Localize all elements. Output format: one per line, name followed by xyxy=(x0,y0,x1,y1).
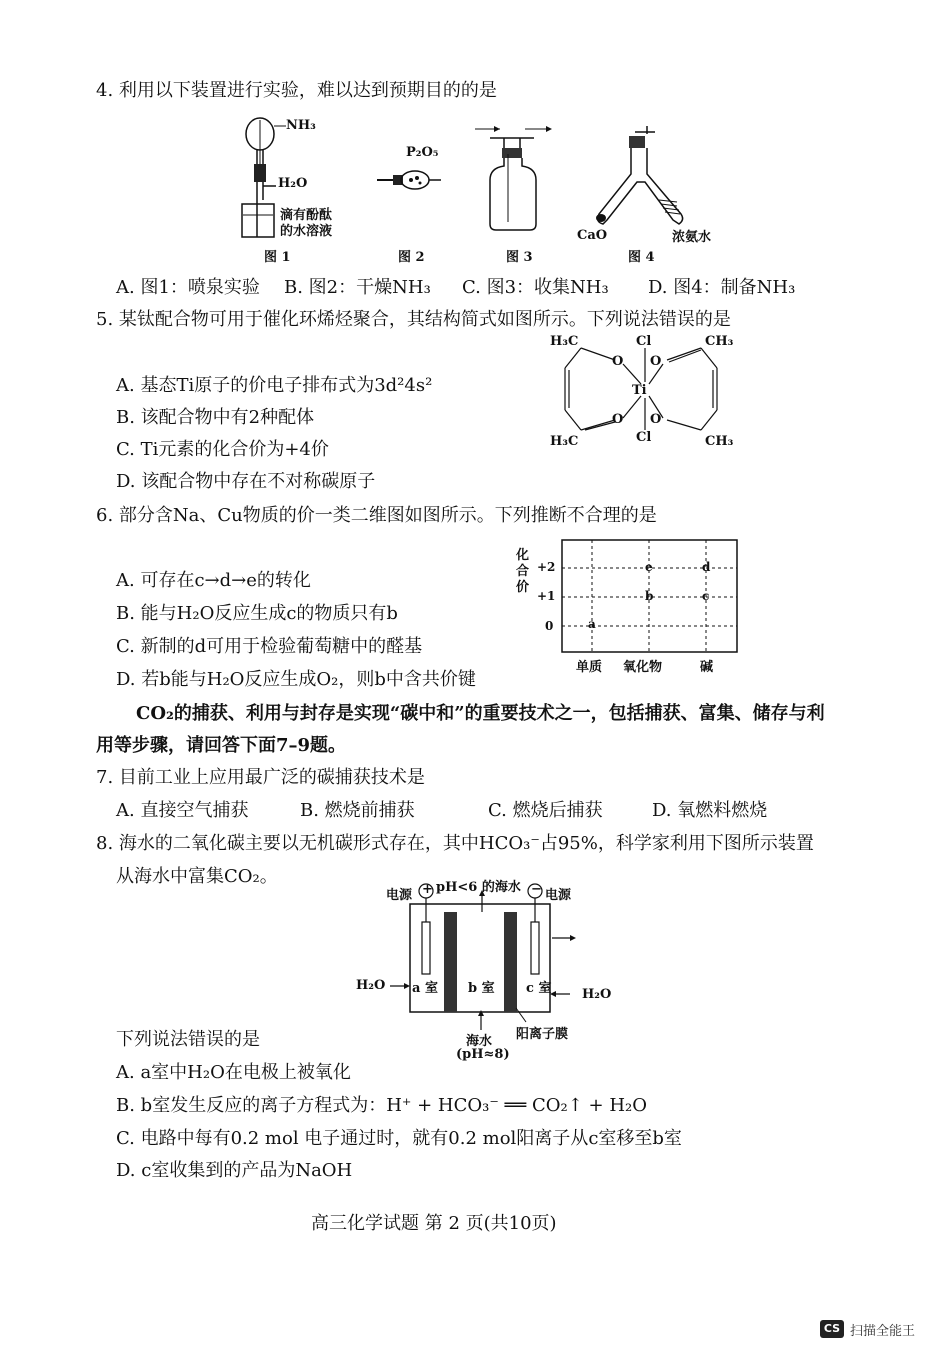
chart-point-a: a xyxy=(588,617,596,631)
device-h2o-in-right: H₂O xyxy=(582,987,612,1002)
q4-option-c: C. 图3：收集NH₃ xyxy=(462,277,609,298)
structure-ti: Ti xyxy=(632,383,647,398)
q6-option-d: D. 若b能与H₂O反应生成O₂，则b中含共价键 xyxy=(116,669,476,690)
chart-point-b: b xyxy=(645,589,654,603)
device-seawater-ph: (pH≈8) xyxy=(456,1047,510,1062)
fig1-solution-label-2: 的水溶液 xyxy=(280,224,333,239)
q5-option-c: C. Ti元素的化合价为+4价 xyxy=(116,439,329,460)
q5-stem: 5. 某钛配合物可用于催化环烯烃聚合，其结构简式如图所示。下列说法错误的是 xyxy=(96,309,731,330)
device-power-right: 电源 xyxy=(545,888,572,903)
q7-option-c: C. 燃烧后捕获 xyxy=(488,800,603,821)
chart-point-e: e xyxy=(645,560,653,574)
structure-o-3: O xyxy=(612,412,624,427)
q7-option-d: D. 氧燃料燃烧 xyxy=(652,800,768,821)
chart-xtick-element: 单质 xyxy=(576,660,603,675)
fig2-drying-tube xyxy=(375,160,445,200)
device-room-a: a 室 xyxy=(412,981,438,996)
chart-ylabel xyxy=(516,548,529,596)
q6-stem: 6. 部分含Na、Cu物质的价一类二维图如图所示。下列推断不合理的是 xyxy=(96,505,657,526)
page-footer: 高三化学试题 第 2 页(共10页) xyxy=(311,1213,557,1234)
fig4-caption: 图 4 xyxy=(628,250,655,265)
device-cation-membrane: 阳离子膜 xyxy=(516,1027,569,1042)
chart-ylabel-char-2: 合 xyxy=(516,564,530,579)
q8-option-b: B. b室发生反应的离子方程式为：H⁺ + HCO₃⁻ ══ CO₂↑ + H₂O xyxy=(116,1095,647,1116)
q6-option-a: A. 可存在c→d→e的转化 xyxy=(116,570,311,591)
q7-option-b: B. 燃烧前捕获 xyxy=(300,800,415,821)
chart-ytick-0: 0 xyxy=(545,619,554,633)
structure-cl-top: Cl xyxy=(636,334,652,349)
q5-option-b: B. 该配合物中有2种配体 xyxy=(116,407,315,428)
fig3-collection-bottle xyxy=(470,124,560,236)
structure-o-4: O xyxy=(650,412,662,427)
structure-o-1: O xyxy=(612,354,624,369)
structure-cl-bottom: Cl xyxy=(636,430,652,445)
q8-stem-line-2: 从海水中富集CO₂。 xyxy=(116,866,278,887)
fig2-caption: 图 2 xyxy=(398,250,425,265)
chart-point-c: c xyxy=(702,589,710,603)
device-power-left: 电源 xyxy=(386,888,413,903)
structure-ch3-top-left: H₃C xyxy=(550,334,579,349)
fig4-y-tube xyxy=(585,124,705,234)
fig3-caption: 图 3 xyxy=(506,250,533,265)
structure-ch3-bottom-right: CH₃ xyxy=(705,434,734,449)
chart-ytick-plus2: +2 xyxy=(537,560,556,574)
device-anode-plus: + xyxy=(422,882,433,897)
q4-option-d: D. 图4：制备NH₃ xyxy=(648,277,796,298)
q4-option-b: B. 图2：干燥NH₃ xyxy=(284,277,431,298)
q8-option-a: A. a室中H₂O在电极上被氧化 xyxy=(116,1062,351,1083)
chart-ylabel-char-1: 化 xyxy=(516,548,530,563)
device-seawater-in: 海水 xyxy=(466,1034,493,1049)
chart-point-d: d xyxy=(702,560,711,574)
chart-ylabel-char-3: 价 xyxy=(516,580,530,595)
device-cathode-minus: − xyxy=(531,882,542,897)
scanner-watermark: 扫描全能王 xyxy=(850,1324,916,1339)
fig4-cao-label: CaO xyxy=(577,228,608,243)
structure-ch3-bottom-left: H₃C xyxy=(550,434,579,449)
q5-option-d: D. 该配合物中存在不对称碳原子 xyxy=(116,471,376,492)
chart-xtick-base: 碱 xyxy=(700,660,714,675)
device-acidic-seawater-out: pH<6 的海水 xyxy=(436,880,521,895)
fig1-h2o-label: H₂O xyxy=(278,176,308,191)
device-h2o-in-left: H₂O xyxy=(356,978,386,993)
electrolysis-device xyxy=(340,874,620,1054)
q7-stem: 7. 目前工业上应用最广泛的碳捕获技术是 xyxy=(96,767,425,788)
chart-xtick-oxide: 氧化物 xyxy=(623,660,663,675)
q8-option-d: D. c室收集到的产品为NaOH xyxy=(116,1160,353,1181)
device-room-b: b 室 xyxy=(468,981,495,996)
fig2-p2o5-label: P₂O₅ xyxy=(406,145,439,160)
q6-option-b: B. 能与H₂O反应生成c的物质只有b xyxy=(116,603,398,624)
chart-ytick-plus1: +1 xyxy=(537,589,556,603)
fig1-caption: 图 1 xyxy=(264,250,291,265)
q5-option-a: A. 基态Ti原子的价电子排布式为3d²4s² xyxy=(116,375,433,396)
device-room-c: c 室 xyxy=(526,981,552,996)
q7-option-a: A. 直接空气捕获 xyxy=(116,800,249,821)
structure-ch3-top-right: CH₃ xyxy=(705,334,734,349)
fig1-nh3-label: NH₃ xyxy=(286,118,316,133)
q8-sub-stem: 下列说法错误的是 xyxy=(116,1029,260,1050)
structure-o-2: O xyxy=(650,354,662,369)
intro-line-1: CO₂的捕获、利用与封存是实现“碳中和”的重要技术之一，包括捕获、富集、储存与利 xyxy=(136,703,825,724)
q8-option-c: C. 电路中每有0.2 mol 电子通过时，就有0.2 mol阳离子从c室移至b室 xyxy=(116,1128,682,1149)
q4-option-a: A. 图1：喷泉实验 xyxy=(116,277,260,298)
q8-stem-line-1: 8. 海水的二氧化碳主要以无机碳形式存在，其中HCO₃⁻占95%，科学家利用下图所示装置 xyxy=(96,833,814,854)
scanner-logo-icon: CS xyxy=(820,1320,844,1338)
q4-stem: 4. 利用以下装置进行实验，难以达到预期目的的是 xyxy=(96,80,497,101)
q6-option-c: C. 新制的d可用于检验葡萄糖中的醛基 xyxy=(116,636,423,657)
fig4-ammonia-label: 浓氨水 xyxy=(672,230,712,245)
fig1-solution-label: 滴有酚酞 xyxy=(280,208,333,223)
intro-line-2: 用等步骤，请回答下面7–9题。 xyxy=(96,735,347,756)
